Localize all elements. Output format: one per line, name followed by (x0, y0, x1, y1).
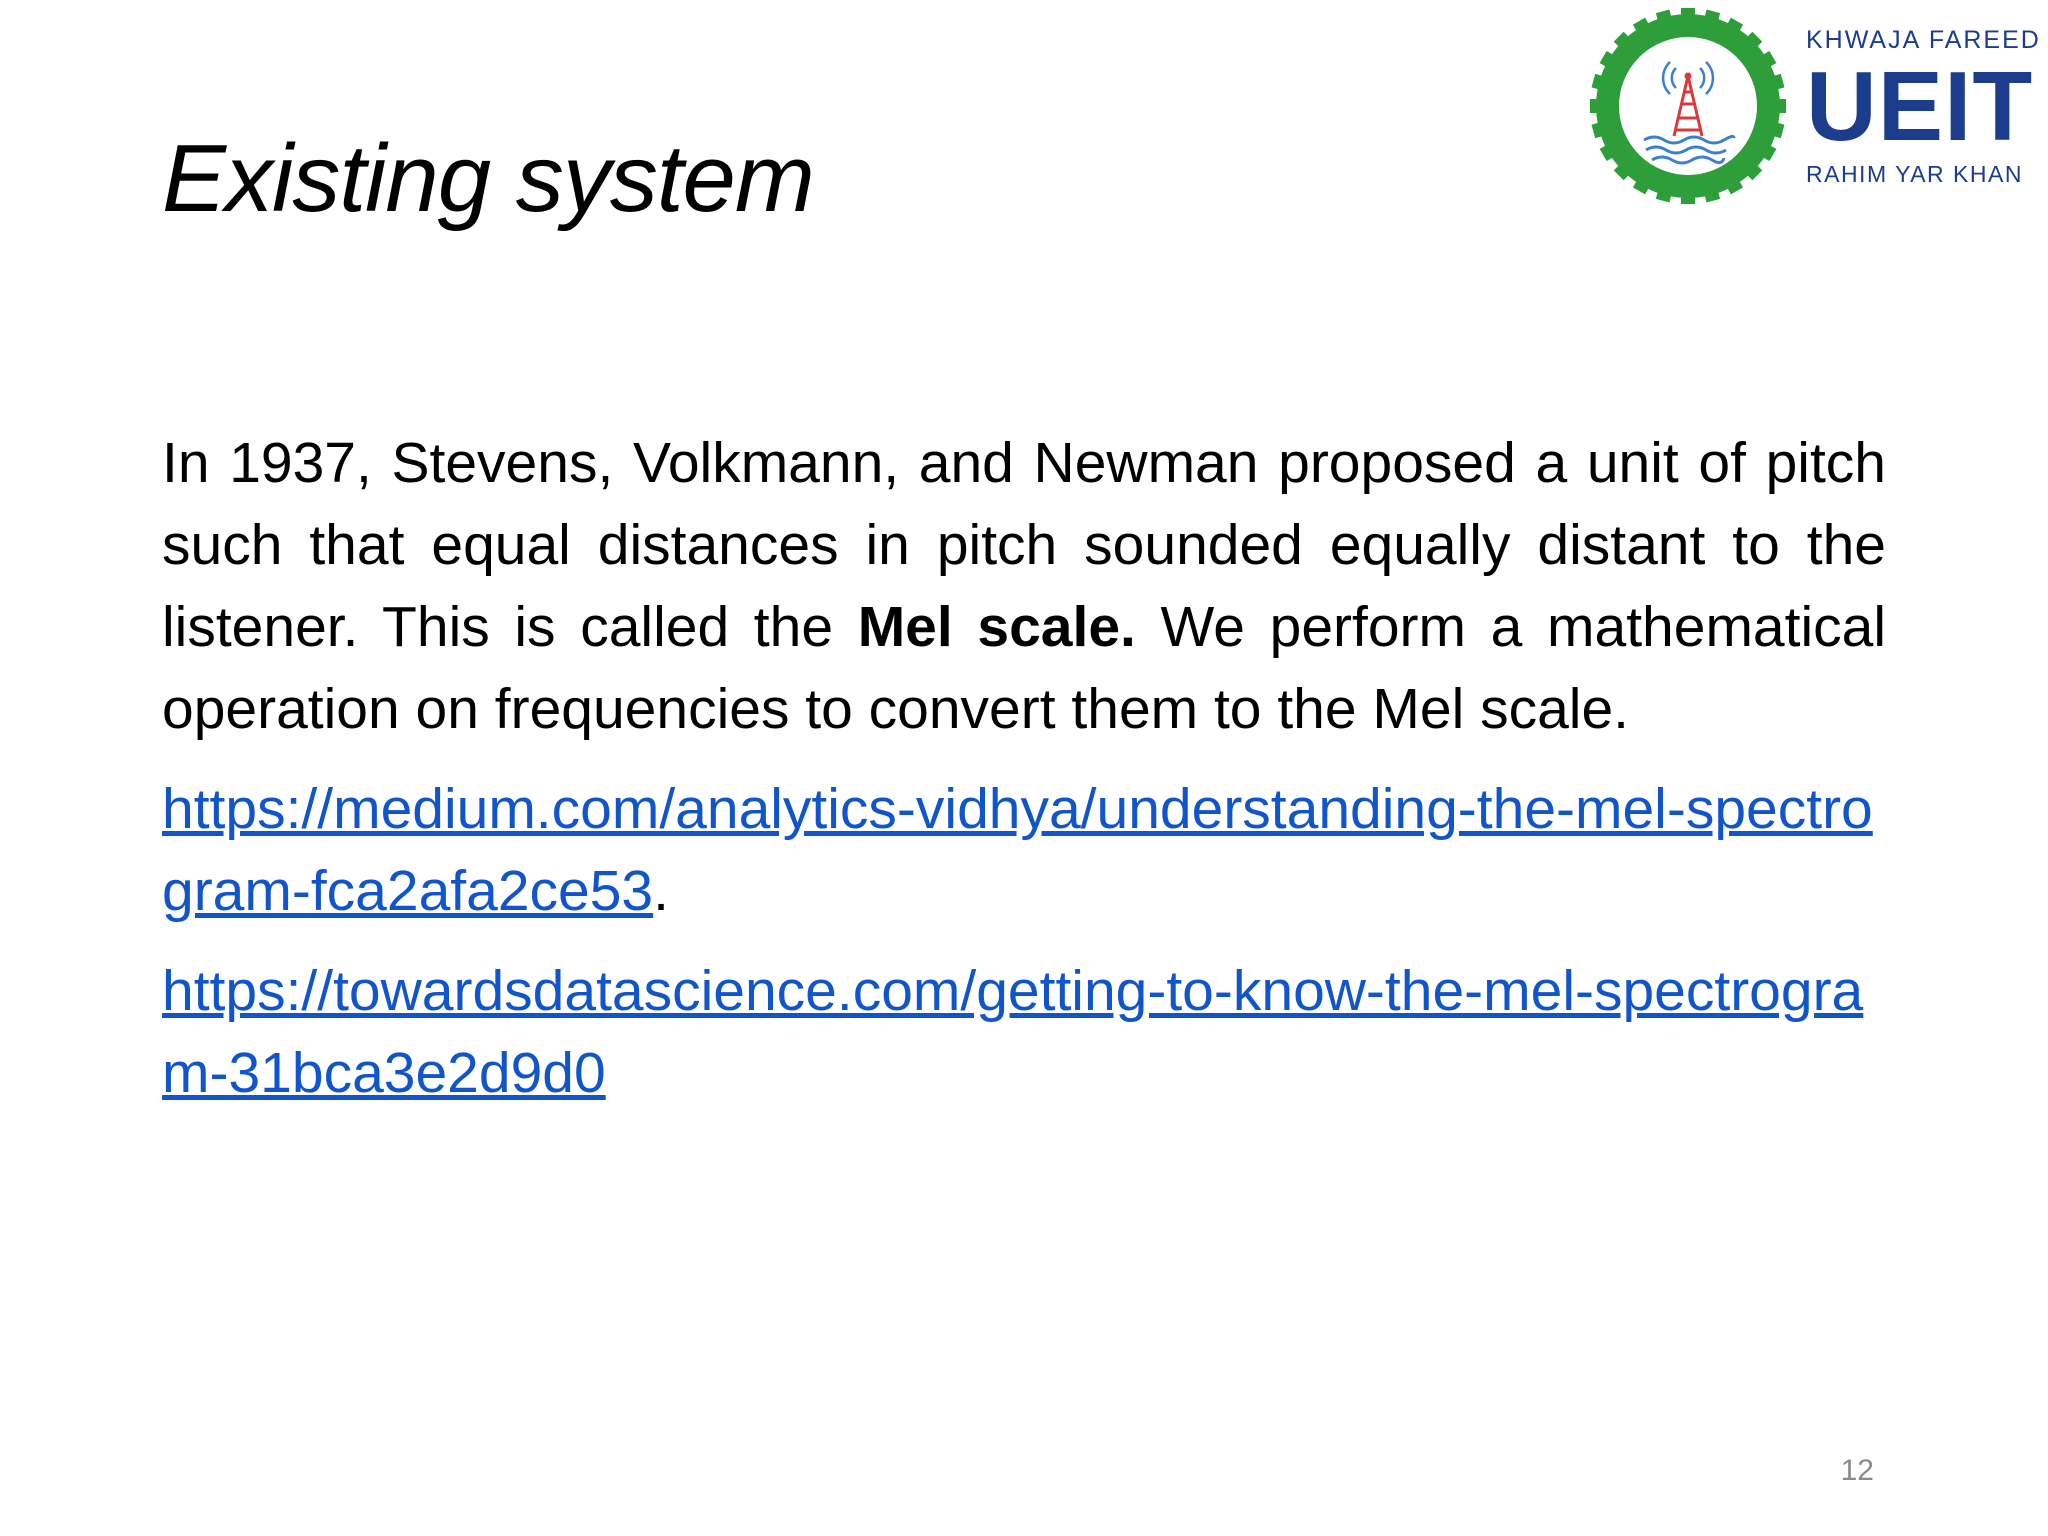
slide-body (162, 422, 1886, 1132)
medium-reference-link[interactable]: https://medium.com/analytics-vidhya/understanding-the-mel-spectrogram-fca2afa2ce53 (162, 777, 1873, 923)
reference-paragraph-1 (162, 768, 1886, 932)
body-paragraph (162, 422, 1886, 750)
logo-bottom-text: RAHIM YAR KHAN (1806, 161, 2023, 187)
mel-scale-term: Mel scale. (857, 595, 1136, 659)
logo-main-text: UEIT (1806, 51, 2034, 161)
page-number: 12 (1840, 1454, 1874, 1487)
slide-title: Existing system (162, 125, 814, 232)
university-logo (1588, 6, 2048, 206)
towardsdatascience-reference-link[interactable]: https://towardsdatascience.com/getting-to-know-the-mel-spectrogram-31bca3e2d9d0 (162, 959, 1864, 1105)
paragraph-text-outro: We perform a mathematical operation on frequencies to convert them to the Mel scale. (162, 595, 1886, 741)
reference-paragraph-2 (162, 950, 1886, 1114)
paragraph-text-intro: In 1937, Stevens, Volkmann, and Newman proposed a unit of pitch such that equal distances in pitch sounded equally distant to the listener. This is called the (162, 431, 1886, 659)
reference-1-period: . (653, 859, 669, 923)
university-seal-icon (1588, 6, 1788, 206)
logo-top-text: KHWAJA FAREED (1806, 26, 2041, 54)
